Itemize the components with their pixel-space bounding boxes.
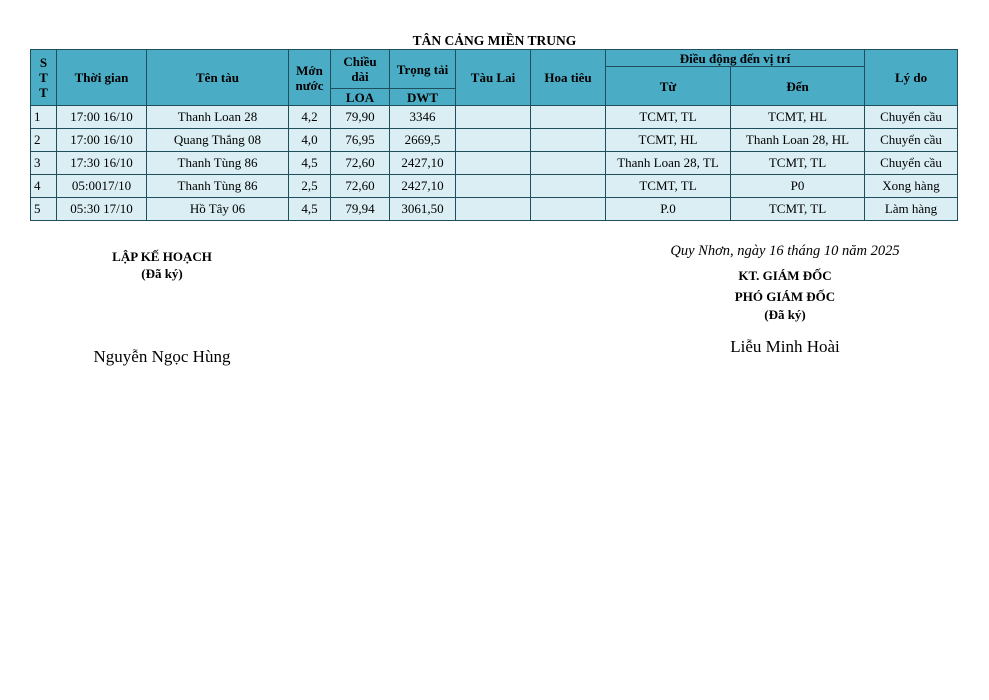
director-role-1: KT. GIÁM ĐỐC [738,268,832,283]
header-pilot: Hoa tiêu [531,50,606,106]
header-from: Từ [606,67,731,106]
cell-to: TCMT, TL [731,198,865,221]
planner-role: LẬP KẾ HOẠCH [112,249,212,264]
header-stt: S T T [31,50,57,106]
cell-ship-name: Hồ Tây 06 [147,198,289,221]
header-length-unit: LOA [331,89,390,106]
ship-movement-table [30,49,958,221]
cell-reason: Chuyển cầu [865,152,958,175]
cell-loa: 72,60 [331,175,390,198]
cell-loa: 72,60 [331,152,390,175]
table-header [31,50,958,106]
cell-dwt: 3346 [390,106,456,129]
cell-ship-name: Thanh Tùng 86 [147,175,289,198]
table-row [31,175,958,198]
cell-reason: Làm hàng [865,198,958,221]
director-name: Liễu Minh Hoài [730,337,840,356]
cell-to: TCMT, TL [731,152,865,175]
cell-draft: 4,2 [289,106,331,129]
cell-ship-name: Thanh Tùng 86 [147,152,289,175]
cell-time: 05:30 17/10 [57,198,147,221]
cell-stt: 4 [31,175,57,198]
cell-ship-name: Thanh Loan 28 [147,106,289,129]
cell-time: 05:0017/10 [57,175,147,198]
header-ship-name: Tên tàu [147,50,289,106]
cell-tug [456,152,531,175]
cell-reason: Chuyển cầu [865,106,958,129]
cell-stt: 2 [31,129,57,152]
header-tug: Tàu Lai [456,50,531,106]
place-date: Quy Nhơn, ngày 16 tháng 10 năm 2025 [670,243,900,259]
cell-pilot [531,129,606,152]
header-movement: Điều động đến vị trí [606,50,865,67]
table-row [31,106,958,129]
cell-tug [456,106,531,129]
planner-name: Nguyễn Ngọc Hùng [93,347,231,366]
table-row [31,152,958,175]
cell-ship-name: Quang Thắng 08 [147,129,289,152]
cell-stt: 5 [31,198,57,221]
cell-pilot [531,175,606,198]
director-block [630,265,940,322]
cell-draft: 4,0 [289,129,331,152]
cell-tug [456,129,531,152]
cell-time: 17:30 16/10 [57,152,147,175]
cell-from: TCMT, TL [606,106,731,129]
cell-loa: 79,94 [331,198,390,221]
cell-dwt: 3061,50 [390,198,456,221]
header-time: Thời gian [57,50,147,106]
cell-dwt: 2427,10 [390,175,456,198]
cell-from: Thanh Loan 28, TL [606,152,731,175]
cell-stt: 3 [31,152,57,175]
cell-reason: Xong hàng [865,175,958,198]
cell-draft: 2,5 [289,175,331,198]
cell-loa: 76,95 [331,129,390,152]
cell-stt: 1 [31,106,57,129]
planner-signed-note: (Đã ký) [141,266,183,281]
header-to: Đến [731,67,865,106]
cell-to: Thanh Loan 28, HL [731,129,865,152]
director-role-2: PHÓ GIÁM ĐỐC [734,289,836,304]
header-reason: Lý do [865,50,958,106]
cell-time: 17:00 16/10 [57,129,147,152]
document-title: TÂN CẢNG MIỀN TRUNG [412,33,577,48]
table-body [31,106,958,221]
cell-draft: 4,5 [289,198,331,221]
cell-to: TCMT, HL [731,106,865,129]
cell-pilot [531,152,606,175]
cell-tug [456,198,531,221]
cell-from: P.0 [606,198,731,221]
header-draft: Mớn nước [289,50,331,106]
table-row [31,198,958,221]
director-signed-note: (Đã ký) [764,307,806,322]
table-row [31,129,958,152]
cell-time: 17:00 16/10 [57,106,147,129]
cell-from: TCMT, TL [606,175,731,198]
header-length: Chiều dài [331,50,390,89]
cell-from: TCMT, HL [606,129,731,152]
cell-to: P0 [731,175,865,198]
header-tonnage: Trọng tải [390,50,456,89]
cell-dwt: 2427,10 [390,152,456,175]
cell-reason: Chuyển cầu [865,129,958,152]
header-tonnage-unit: DWT [390,89,456,106]
cell-tug [456,175,531,198]
cell-pilot [531,106,606,129]
cell-loa: 79,90 [331,106,390,129]
cell-dwt: 2669,5 [390,129,456,152]
cell-draft: 4,5 [289,152,331,175]
planner-block [62,248,262,282]
cell-pilot [531,198,606,221]
